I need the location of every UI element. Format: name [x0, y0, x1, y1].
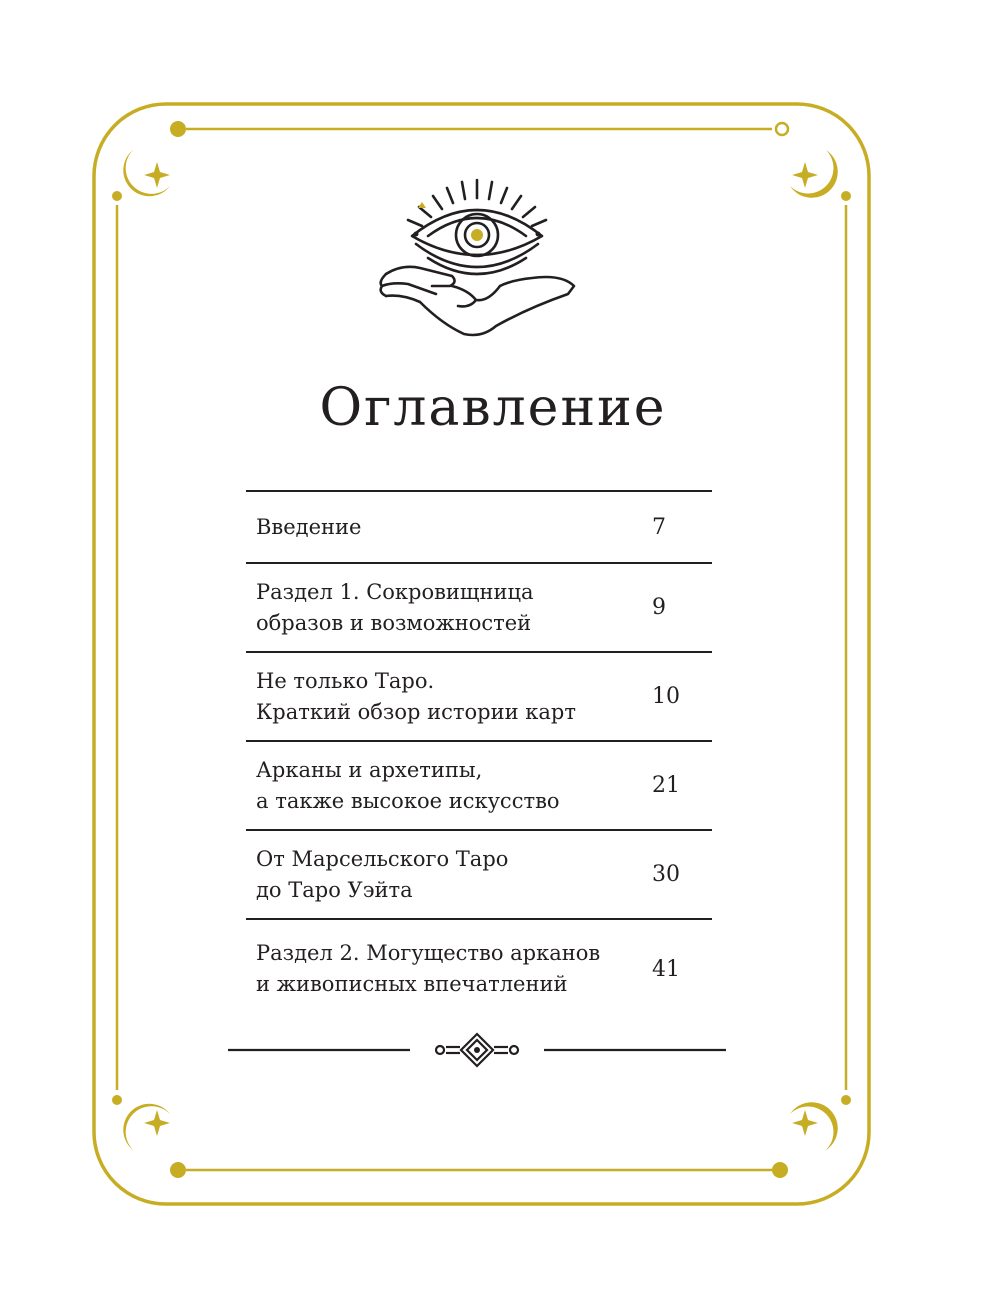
- toc-entry-line2: Краткий обзор истории карт: [256, 699, 576, 724]
- toc-row[interactable]: [246, 653, 712, 742]
- toc-row[interactable]: [246, 564, 712, 653]
- sparkle-star-icon: [144, 1110, 170, 1136]
- toc-page-number: 10: [652, 684, 680, 709]
- toc-row[interactable]: [246, 492, 712, 564]
- toc-page-number: 9: [652, 595, 666, 620]
- toc-page-number: 41: [652, 956, 680, 982]
- eye-in-hand-emblem: [372, 178, 582, 344]
- sparkle-star-icon: [144, 162, 170, 188]
- toc-entry: [256, 666, 652, 728]
- toc-entry-line2: и живописных впечатлений: [256, 972, 568, 996]
- toc-entry: [256, 938, 652, 1000]
- toc-row[interactable]: [246, 742, 712, 831]
- table-of-contents: [246, 490, 712, 1018]
- toc-page-number: 30: [652, 862, 680, 887]
- toc-entry: [256, 755, 652, 817]
- toc-entry-line2: образов и возможностей: [256, 610, 532, 635]
- crescent-moon-icon: [123, 1104, 170, 1150]
- sparkle-star-icon: [792, 162, 818, 188]
- toc-entry: [256, 844, 652, 906]
- crescent-moon-icon: [790, 1102, 838, 1150]
- toc-page-number: 21: [652, 773, 680, 798]
- toc-entry-line2: до Таро Уэйта: [256, 877, 413, 902]
- toc-row[interactable]: [246, 920, 712, 1018]
- ornament-ring: [776, 123, 788, 135]
- toc-entry-line2: а также высокое искусство: [256, 788, 560, 813]
- toc-entry-line1: Введение: [256, 514, 362, 539]
- toc-entry: [256, 512, 652, 543]
- toc-entry: [256, 577, 652, 639]
- page-title: Оглавление: [319, 378, 667, 438]
- sparkle-star-icon: [792, 1110, 818, 1136]
- toc-entry-line1: От Марсельского Таро: [256, 846, 509, 871]
- toc-entry-line1: Не только Таро.: [256, 668, 435, 693]
- toc-page-number: 7: [652, 514, 666, 540]
- ornament-divider: [228, 1030, 726, 1070]
- toc-entry-line1: Арканы и архетипы,: [256, 757, 483, 782]
- toc-entry-line1: Раздел 1. Сокровищница: [256, 579, 534, 604]
- toc-entry-line1: Раздел 2. Могущество арканов: [256, 941, 601, 965]
- toc-row[interactable]: [246, 831, 712, 920]
